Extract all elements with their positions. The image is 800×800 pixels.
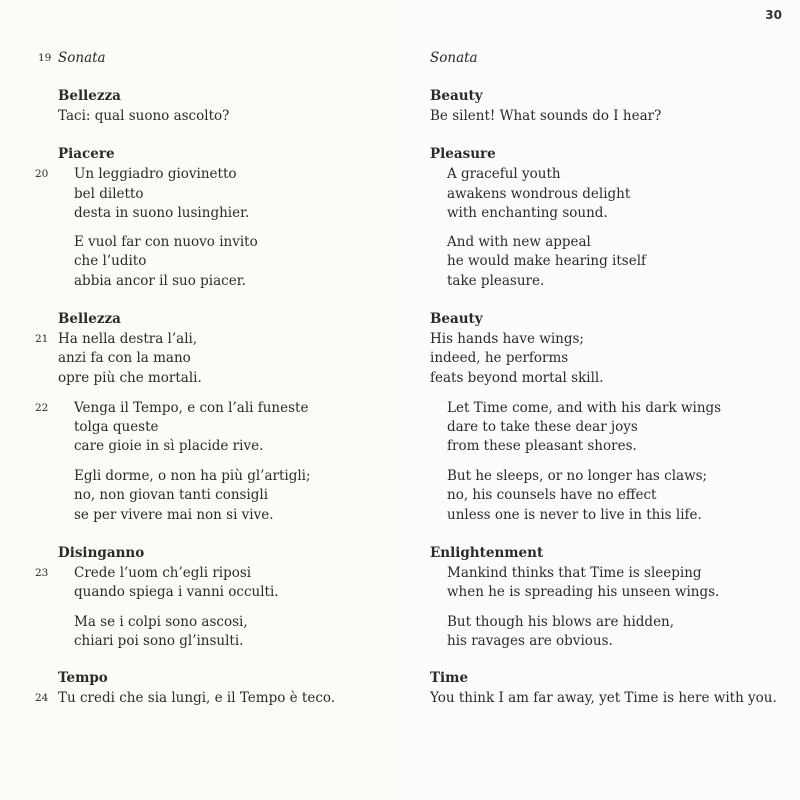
verse-line: You think I am far away, yet Time is here with you. <box>430 690 777 706</box>
verse-line: Un leggiadro giovinetto <box>74 166 237 182</box>
verse-line: dare to take these dear joys <box>447 419 638 435</box>
verse-line: Tu credi che sia lungi, e il Tempo è teco. <box>58 690 336 706</box>
verse-line: desta in suono lusinghier. <box>74 205 250 221</box>
verse-line: Egli dorme, o non ha più gl’artigli; <box>74 468 311 484</box>
verse-line: Crede l’uom ch’egli riposi <box>74 565 252 581</box>
speaker-name: Beauty <box>430 311 483 327</box>
verse-line: from these pleasant shores. <box>447 438 637 454</box>
verse-line: his ravages are obvious. <box>447 633 613 649</box>
verse-line: opre più che mortali. <box>58 370 202 386</box>
verse-line: And with new appeal <box>447 234 591 250</box>
speaker-name: Tempo <box>58 670 108 686</box>
verse-line: feats beyond mortal skill. <box>430 370 604 386</box>
verse-line: quando spiega i vanni occulti. <box>74 584 279 600</box>
verse-line: indeed, he performs <box>430 350 569 366</box>
speaker-name: Bellezza <box>58 88 121 104</box>
verse-line: take pleasure. <box>447 273 545 289</box>
verse-line: Ma se i colpi sono ascosi, <box>74 614 248 630</box>
verse-line: awakens wondrous delight <box>447 186 631 202</box>
verse-line: with enchanting sound. <box>447 205 608 221</box>
verse-line: But though his blows are hidden, <box>447 614 675 630</box>
verse-number: 24 <box>35 692 49 704</box>
verse-line: no, non giovan tanti consigli <box>74 487 269 503</box>
speaker-name: Piacere <box>58 146 115 162</box>
verse-line: Mankind thinks that Time is sleeping <box>447 565 702 581</box>
verse-line: che l’udito <box>74 253 147 269</box>
speaker-name: Enlightenment <box>430 545 544 561</box>
right-page <box>400 0 800 800</box>
verse-line: But he sleeps, or no longer has claws; <box>447 468 708 484</box>
verse-line: unless one is never to live in this life. <box>447 507 702 523</box>
verse-line: Venga il Tempo, e con l’ali funeste <box>74 400 309 416</box>
verse-line: abbia ancor il suo piacer. <box>74 273 246 289</box>
verse-line: Let Time come, and with his dark wings <box>447 400 722 416</box>
verse-line: no, his counsels have no effect <box>447 487 657 503</box>
verse-number: 23 <box>35 567 49 579</box>
verse-line: he would make hearing itself <box>447 253 647 269</box>
verse-line: E vuol far con nuovo invito <box>74 234 258 250</box>
verse-line: Taci: qual suono ascolto? <box>58 108 230 124</box>
speaker-name: Beauty <box>430 88 483 104</box>
verse-number: 20 <box>35 168 49 180</box>
verse-number: 22 <box>35 402 49 414</box>
verse-line: His hands have wings; <box>430 331 584 347</box>
page-number: 30 <box>765 8 782 22</box>
verse-line: care gioie in sì placide rive. <box>74 438 264 454</box>
verse-line: chiari poi sono gl’insulti. <box>74 633 244 649</box>
section-title: Sonata <box>58 50 106 66</box>
verse-line: bel diletto <box>74 186 144 202</box>
speaker-name: Disinganno <box>58 545 145 561</box>
verse-number: 21 <box>35 333 49 345</box>
verse-line: tolga queste <box>74 419 159 435</box>
section-title: Sonata <box>430 50 478 66</box>
speaker-name: Time <box>430 670 469 686</box>
speaker-name: Bellezza <box>58 311 121 327</box>
header-number: 19 <box>38 52 52 64</box>
verse-line: A graceful youth <box>447 166 561 182</box>
speaker-name: Pleasure <box>430 146 496 162</box>
verse-line: se per vivere mai non si vive. <box>74 507 274 523</box>
verse-line: Be silent! What sounds do I hear? <box>430 108 662 124</box>
verse-line: Ha nella destra l’ali, <box>58 331 198 347</box>
verse-line: anzi fa con la mano <box>58 350 191 366</box>
verse-line: when he is spreading his unseen wings. <box>447 584 720 600</box>
